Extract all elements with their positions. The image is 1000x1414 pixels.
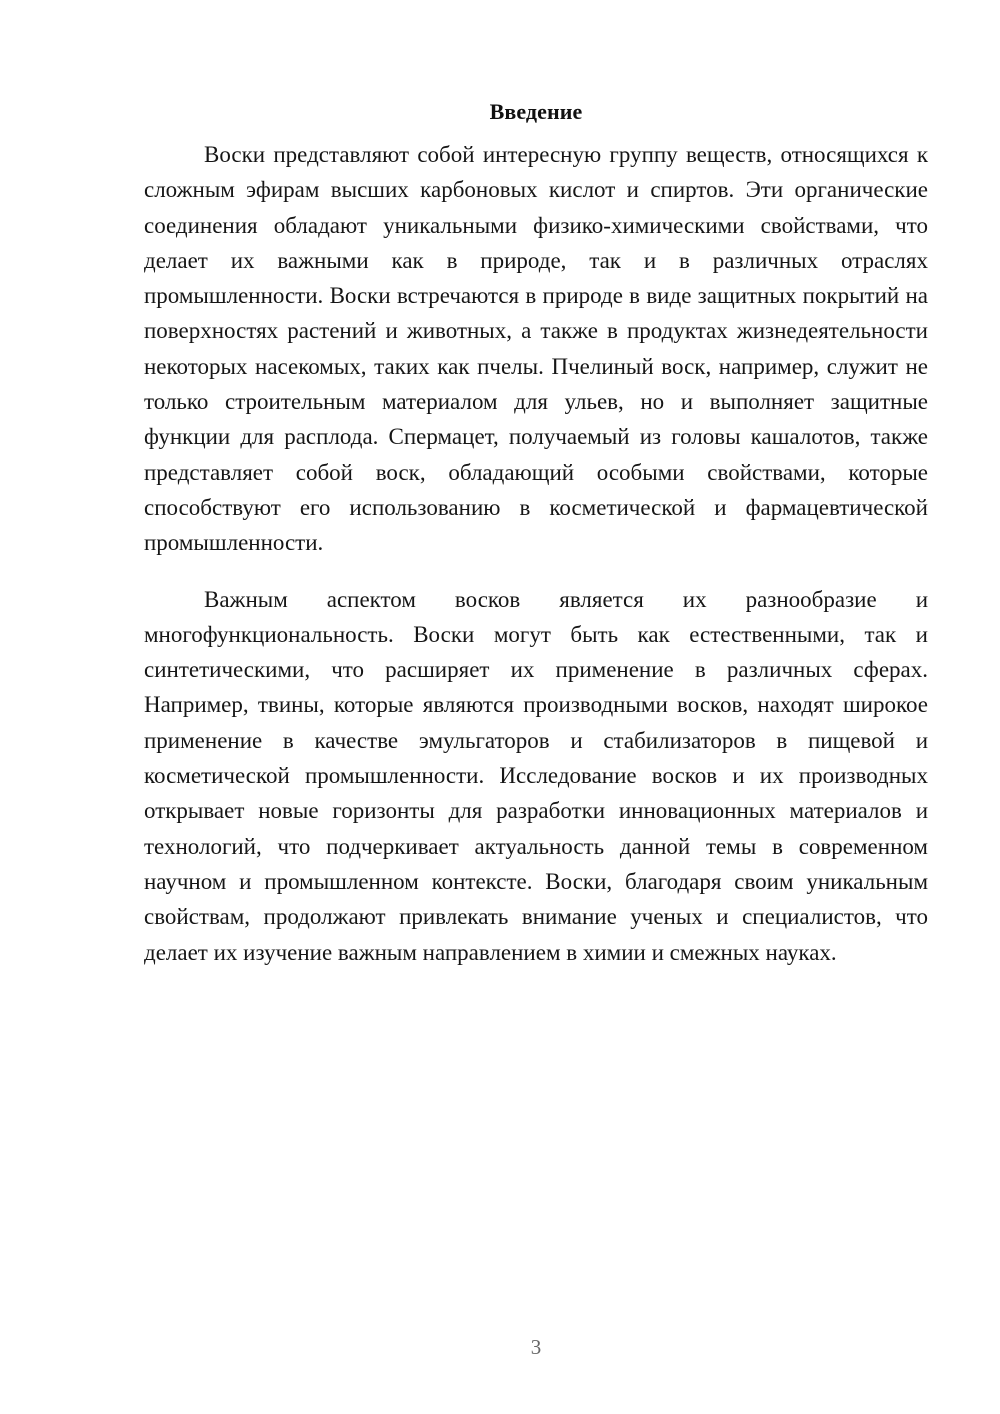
section-heading: Введение: [489, 99, 583, 124]
page-content: [144, 96, 928, 970]
page-number: 3: [530, 1335, 542, 1359]
paragraph-1: Воски представляют собой интересную группу веществ, относящихся к сложным эфирам высших карбоновых кислот и спиртов. Эти органические соединения обладают уникальными физико-химическими свойствами, что делает их важными как в природе, так и в различных отраслях промышленности. Воски встречаются в природе в виде защитных покрытий на поверхностях растений и животных, а также в продуктах жизнедеятельности некоторых насекомых, таких как пчелы. Пчелиный воск, например, служит не только строительным материалом для ульев, но и выполняет защитные функции для расплода. Спермацет, получаемый из головы кашалотов, также представляет собой воск, обладающий особыми свойствами, которые способствуют его использованию в косметической и фармацевтической промышленности.: [144, 142, 928, 556]
paragraph-2: Важным аспектом восков является их разнообразие и многофункциональность. Воски могут быть как естественными, так и синтетическими, что расширяет их применение в различных сферах. Например, твины, которые являются производными восков, находят широкое применение в качестве эмульгаторов и стабилизаторов в пищевой и косметической промышленности. Исследование восков и их производных открывает новые горизонты для разработки инновационных материалов и технологий, что подчеркивает актуальность данной темы в современном научном и промышленном контексте. Воски, благодаря своим уникальным свойствам, продолжают привлекать внимание ученых и специалистов, что делает их изучение важным направлением в химии и смежных науках.: [144, 586, 928, 965]
